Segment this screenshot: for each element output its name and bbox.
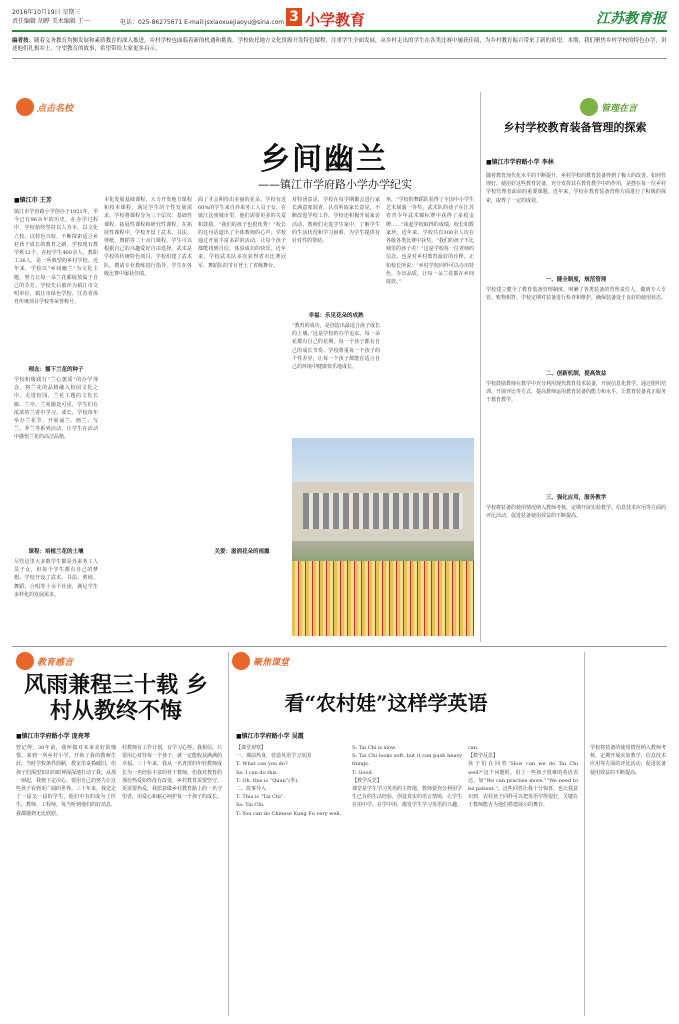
right-subhead-3: 三、强化应用，服务教学 [545,495,607,501]
article-title: 乡间幽兰 [260,142,388,177]
column-divider [480,92,481,642]
bottom-left-tag-label: 教育感言 [37,657,74,668]
right-body-4: 学校将装备的使用情况纳入教师考核，定期开展实验教学、信息技术应用等方面的评比活动，促进装备使用效益的不断提高。 [486,505,667,520]
section-divider [12,646,667,647]
header-rule [12,30,667,32]
right-title: 乡村学校教育装备管理的探索 [503,121,647,134]
left-tag-label: 点击名校 [37,103,74,114]
bottom-left-title: 风雨兼程三十载 乡村从教终不悔 [24,672,208,724]
left-tag [16,98,73,116]
right-tag [580,98,637,116]
bottom-mid-col-3: can. 【教学反思】 孩子们在回答“How can we do Tai Chi well?”这个问题时，用了一些孩子很难的英语表达，如“We can practise more.”“We need to be patient.”。这些回答让我十分惊喜，也让我意识到，农村孩子同样可以把英语学得很好，关键在于教师能否为他们搭建展示的舞台。 [468,745,579,809]
right-body-3: 学校鼓励教师在教学中充分利用现代教育技术装备，开展信息化教学。通过组织培训、开展评比等方式，提高教师运用教育装备的能力和水平，让教育装备真正服务于教育教学。 [486,381,667,404]
bottom-left-col-1: 曾记得，30年前，我怀揣对未来美好的憧憬，来到一所乡村小学，开始了我的教师生涯。当时学校条件简陋，教室里桌椅破旧，但孩子们渴望知识的眼神深深地打动了我。从那一刻起，我便下定决心，要用自己的努力让这些孩子看到更广阔的世界。三十年来，我送走了一届又一届的学生，他们中有的成为了医生、教师、工程师，每当听到他们的好消息，我都感到无比欣慰。 [16,745,117,817]
right-body: 随着教育现代化水平的不断提升，乡村学校的教育装备得到了极大的改善。如何管理好、使用好这些教育装备，充分发挥其在教育教学中的作用，是摆在每一位乡村学校管理者面前的重要课题。近年来，学校在教育装备管理方面进行了积极的探索，取得了一定的成效。 [486,173,667,204]
paper-logo: 江苏教育报 [596,11,666,27]
section-title: 小学教育 [305,11,366,29]
leaf-icon [580,98,598,116]
right-subhead-2: 二、创新机制，提高效益 [545,371,607,377]
bottom-mid-title: 看“农村娃”这样学英语 [284,691,488,715]
left-body-3: 尽管这里大多数学生都是外来务工人员子女，但每个学生都有自己的梦想。学校开设了武术、书法、剪纸、舞蹈、合唱等十余个社团，满足学生多样化的发展需求。 [14,559,98,598]
editor-note [12,37,667,53]
left-subhead-1: 理念：播下兰花的种子 [28,367,84,373]
editor-note-text: ：随着义务教育均衡发展和素质教育的深入推进，乡村学校也面临着新的机遇和挑战。学校依托地方文化资源开发特色课程，注重学生全面发展，从乡村走出的学生在各类比赛中屡获佳绩，为乡村教育振兴带来了新的希望。本期，我们聚焦乡村学校的特色办学，讲述他们扎根乡土、守望教育的故事，希望带给大家更多启示。 [12,38,667,52]
flower-icon [16,652,34,670]
bottom-mid-col-2: S: Tai Chi is slow. S: Tai Chi looks soft, but it can push heavy things. T: Good. 【教学反思】 课堂是学生学习英语的主阵地，教师要充分利用学生已有的生活经验，创设真实的语言情境，让学生在用中学、在学中用，激发学生学习英语的兴趣。 [352,745,463,809]
column-divider [584,652,585,1016]
article-subhead-mid-2: 幸福：乐见花朵的成熟 [308,313,364,319]
right-byline: ■镇江市学府路小学 李林 [486,159,554,166]
building-windows [303,493,463,529]
article-subhead-mid: 关爱：滋润花朵的雨露 [214,549,270,555]
article-col-1: 本化发展基础课程，大力开发地方课程和校本课程，满足学生的个性发展需求。学校将课程分为三个层次：基础性课程、拓展性课程和研究性课程。在拓展性课程中，学校开设了武术、书法、剪纸、舞蹈等二十余门课程，学生可以根据自己的兴趣爱好自由选择。武术是学校的传统特色项目，学校组建了武术队，聘请专业教练进行指导，学生在各级比赛中屡获佳绩。 [104,197,192,277]
bottom-left-tag [16,652,73,670]
left-subhead-2: 课程：培植兰花的土壤 [28,549,84,555]
bottom-mid-col-1: 【课堂观察】 一、课前热身，营造英语学习氛围 T: What can you do? Ss: I can do this. T: Oh, this is “Quan”(拳). 二、故事导入 T: This is “Tai Chi”. Ss: Tai Chi. T: You can do Chinese Kung Fu very well. [236,745,342,817]
right-tag-label: 管理在言 [601,103,638,114]
bottom-right-col: 学校将装备的使用情况纳入教师考核，定期开展实验教学、信息技术应用等方面的评比活动，促进装备使用效益的不断提高。 [590,745,666,776]
editor-note-label: 编者按 [12,38,29,44]
students-performing [292,561,474,636]
flower-icon [16,98,34,116]
left-byline: ■镇江市 王芳 [14,197,52,204]
right-body-2: 学校建立健全了教育装备管理制度，明确了各类装备的管理责任人，做到专人专管、账物相符。学校定期对装备进行检查和维护，确保装备处于良好的使用状态。 [486,287,667,302]
bottom-left-col-2: 村教师有工作计划，有学习心得。我相信，只要用心对待每一个孩子，就一定能收获满满的幸福。三十年来，我从一名青涩的年轻教师成长为一名经验丰富的骨干教师，但我对教育的那份热爱始终没有改变。乡村教育需要坚守，更需要热爱，我愿意做乡村教育路上的一名守望者，用爱心和耐心呵护每一个孩子的成长。 [122,745,223,801]
bottom-left-byline: ■镇江市学府路小学 庞亮琴 [16,733,90,740]
bottom-mid-tag-label: 聚焦课堂 [253,657,290,668]
date-line: 2016年10月19日 星期三 [12,9,81,16]
school-photo [292,438,474,636]
left-body: 镇江市学府路小学创办于1921年，至今已有96余年的历史。在办学过程中，学校始终坚持以人为本，以文化立校，以特色兴校，不断探索适合乡村孩子成长的教育之路。学校现有教学班12个，在校学生400余人，教职工36人，是一所典型的乡村学校。近年来，学校以“乡间幽兰”为文化主题，努力让每一朵兰花都绽放属于自己的芬芳。学校先后被评为镇江市文明单位、镇江市绿色学校、江苏省体育传统项目学校等荣誉称号。 [14,209,98,306]
header-meta [12,8,90,26]
bottom-mid-byline: ■镇江市学府路小学 吴霞 [236,733,304,740]
column-divider [228,652,229,1016]
article-subtitle: ——镇江市学府路小学办学纪实 [258,178,412,191]
page-number: 3 [286,8,302,26]
divider [12,58,667,59]
article-col-4: 角，“学校的舞蹈队获得了全国中小学生艺术展演一等奖，武术队的孩子在江苏省青少年武术锦标赛中获得了多枚金牌……”谈起学校取得的成绩，校长如数家珍。近年来，学校共有300余人次在各级各类比赛中获奖。“我们的孩子不比城里的孩子差！”这是学校每一位老师的信念，也是对乡村教育最好的诠释。正如校长所说：“乡村学校同样可以办出特色，办出品质，让每一朵兰花都在乡间绽放。” [386,197,474,286]
left-body-2: 学校积极践行“兰心蕙质”的办学理念，将兰花的品格融入校园文化之中。走进校园，兰花主题的文化长廊、兰亭、兰苑随处可见，学生们在浓浓的兰香中学习、成长。学校每年举办兰花节，开展诵兰、画兰、写兰、养兰等系列活动，让学生在活动中感悟兰花的高洁品格。 [14,377,98,441]
right-subhead-1: 一、健全制度，规范管理 [545,277,607,283]
editors-line: 责任编辑 胡晔 美术编辑 王一 [12,18,90,25]
bottom-mid-tag [232,652,289,670]
flower-icon [232,652,250,670]
contact-line: 电话：025-86275671 E-mail:jsxiaoxuejiaoyu@sina.com [120,19,285,26]
article-col-2: 面了才会期待出美丽的花朵。学校有近60%的学生来自外来务工人员子女，在镇江这座城市里，他们需要更多的关爱和鼓励。“我们的孩子也很优秀！”校长的这句话道出了全体教师的心声。学校通过开展丰富多彩的活动，让每个孩子都能找到自信，体验成功的快乐。近年来，学校武术队多次获得省市比赛冠军，舞蹈队的节目登上了省级舞台。 [198,197,286,269]
article-col-3: 对特团意见，学校在每学期都会进行家长满意度调查，认真听取家长意见，不断改进学校工作。学校还积极开展家访活动，教师们走进学生家中，了解学生的生活状况和学习困难，为学生提供有针对性的帮助。 [292,197,380,245]
article-col-3b: “教育的成功，是创造出最适合孩子成长的土壤。”这是学校的办学追求。每一朵花都有自己的花期，每一个孩子都有自己的成长节奏。学校尊重每一个孩子的个性差异，让每一个孩子都能在适合自己的环境中健康快乐地成长。 [292,323,380,371]
